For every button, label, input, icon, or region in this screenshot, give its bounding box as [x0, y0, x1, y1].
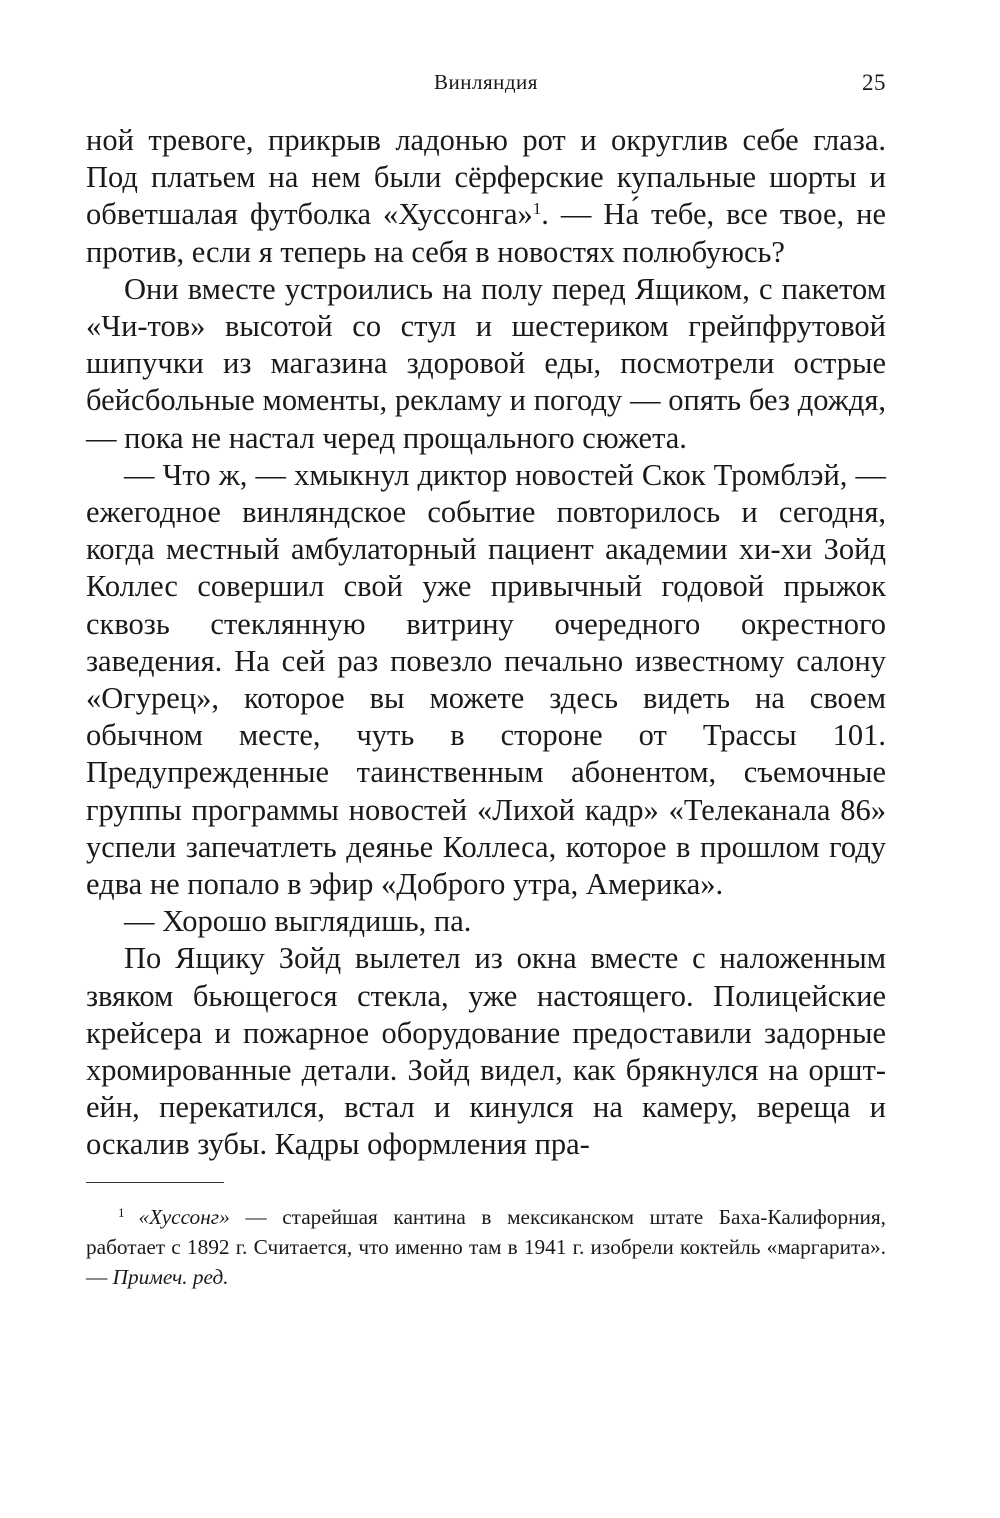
book-page	[86, 70, 886, 1292]
footnote-divider	[86, 1182, 224, 1183]
paragraph-3: — Что ж, — хмыкнул диктор новостей Скок Тромблэй, — ежегодное винляндское событие повторилось и сегодня, когда местный амбулаторный пациент академии хи-хи Зойд Коллес совершил свой уже привычный годовой прыжок сквозь стеклянную витрину очередного окрестного заведения. На сей раз повезло печально известному салону «Огурец», которое вы можете здесь видеть на своем обычном месте, чуть в стороне от Трассы 101. Предупрежденные таинственным абонентом, съемочные группы программы новостей «Лихой кадр» «Телеканала 86» успели запечатлеть деянье Коллеса, которое в прошлом году едва не попало в эфир «Доброго утра, Америка».	[86, 457, 886, 902]
paragraph-2: Они вместе устроились на полу перед Ящиком, с пакетом «Чи-тов» высотой со стул и шестериком грейпфрутовой шипучки из магазина здоровой еды, посмотрели острые бейсбольные моменты, рекламу и погоду — опять без дождя, — пока не настал черед прощального сюжета.	[86, 271, 886, 455]
running-title: Винляндия	[434, 70, 538, 94]
running-header	[86, 70, 886, 106]
footnote-term: «Хуссонг»	[138, 1204, 230, 1229]
paragraph-1	[86, 122, 886, 271]
paragraph-5: По Ящику Зойд вылетел из окна вместе с наложенным звяком бьющегося стекла, уже настоящего. Полицейские крейсера и пожарное оборудование предоставили задорные хромированные детали. Зойд видел, как брякнулся на орштейн, перекатился, встал и кинулся на камеру, вереща и оскалив зубы. Кадры оформления пра-	[86, 941, 886, 1162]
paragraph-4: — Хорошо выглядишь, па.	[124, 904, 472, 939]
main-text	[86, 122, 886, 1164]
footnote-attribution: Примеч. ред.	[112, 1264, 229, 1289]
page-number: 25	[862, 70, 886, 95]
footnote-reference: 1	[532, 199, 542, 219]
footnote-marker: 1	[118, 1204, 125, 1220]
footnote	[86, 1198, 886, 1292]
paragraph-1-text: ной тревоге, прикрыв ладонью рот и округлив себе глаза. Под платьем на нем были сёрферские купальные шорты и обветшалая футболка «Хуссонга»	[86, 123, 886, 232]
paragraph-1-tail: . — На́ тебе, все твое, не против, если я теперь на себя в новостях полюбуюсь?	[86, 197, 886, 269]
footnote-text: — старейшая кантина в мексиканском штате Баха-Калифорния, работает с 1892 г. Считается, что именно там в 1941 г. изобрели коктейль «маргарита». —	[86, 1204, 886, 1289]
